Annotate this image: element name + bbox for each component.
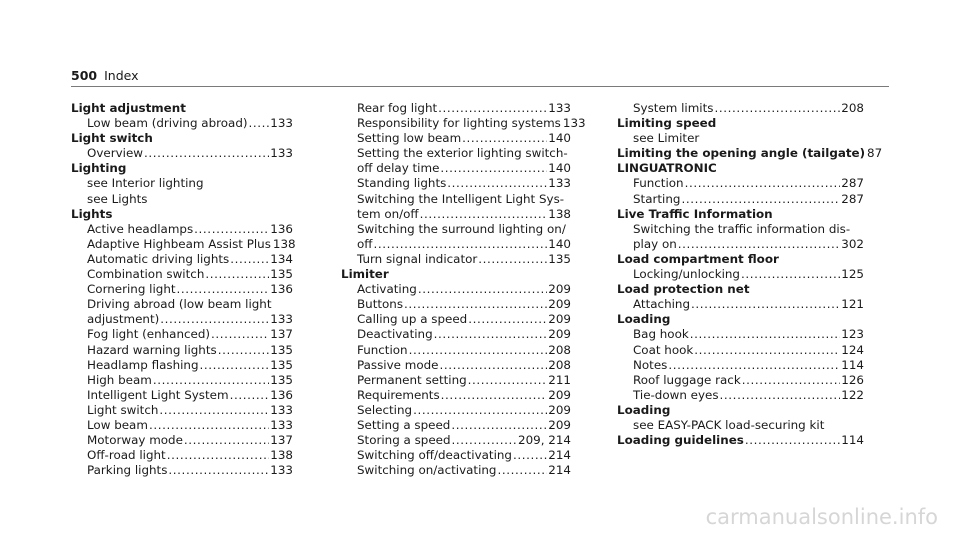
page-reference: 133 (270, 463, 293, 478)
page-reference: 140 (548, 131, 571, 146)
leader-dots (144, 146, 269, 161)
index-subentry (341, 343, 571, 358)
page-reference: 133 (270, 402, 293, 417)
page-reference: 302 (841, 236, 864, 251)
index-subentry (341, 418, 571, 433)
index-subentry (71, 236, 296, 252)
index-column-2 (341, 101, 586, 478)
heading-label: Loading (617, 402, 671, 417)
leader-dots (438, 101, 547, 116)
entry-label: off (357, 236, 373, 251)
page-reference: 125 (841, 267, 864, 282)
page-reference: 136 (270, 221, 293, 236)
leader-dots (160, 312, 269, 327)
entry-label: Bag hook (633, 327, 689, 342)
index-heading (71, 161, 293, 176)
index-heading (617, 207, 864, 222)
index-subentry (71, 312, 293, 327)
index-subentry-text (71, 192, 293, 207)
leader-dots (205, 267, 269, 282)
page-reference: 123 (841, 327, 864, 342)
entry-label: Fog light (enhanced) (87, 327, 211, 342)
entry-label: Switching on/activating (357, 463, 497, 478)
index-subentry (71, 418, 293, 433)
index-heading (71, 131, 293, 146)
leader-dots (230, 388, 270, 403)
page-reference: 114 (841, 357, 864, 372)
index-subentry-text (617, 222, 864, 237)
index-subentry (617, 358, 864, 373)
page-reference: 140 (548, 236, 571, 251)
index-subentry (617, 267, 864, 282)
index-subentry (71, 116, 293, 131)
entry-label: Permanent setting (357, 372, 467, 387)
entry-label: Turn signal indicator (357, 251, 478, 266)
page-reference: 209, 214 (518, 433, 571, 448)
index-subentry-text (341, 222, 571, 237)
entry-label: Deactivating (357, 327, 433, 342)
heading-label: Lights (71, 206, 113, 221)
page-number: 500 (71, 68, 98, 83)
subentry-label: Switching the Intelligent Light Sys- (357, 191, 565, 206)
leader-dots (413, 403, 547, 418)
page-reference: 208 (548, 342, 571, 357)
index-subentry (341, 237, 571, 252)
entry-label: Setting low beam (357, 131, 462, 146)
leader-dots (742, 373, 841, 388)
entry-label: Headlamp flashing (87, 357, 199, 372)
leader-dots (249, 116, 270, 131)
heading-label: LINGUATRONIC (617, 161, 717, 176)
entry-label: Function (357, 342, 408, 357)
page-header (71, 68, 139, 83)
index-subentry-text (71, 176, 293, 191)
index-subentry (341, 131, 571, 146)
entry-label: off delay time (357, 161, 440, 176)
leader-dots (439, 358, 547, 373)
index-subentry (71, 343, 293, 358)
entry-label: Rear fog light (357, 101, 438, 115)
index-subentry (617, 237, 864, 252)
page-reference: 124 (841, 342, 864, 357)
index-subentry (71, 448, 293, 463)
index-subentry (341, 433, 571, 448)
index-subentry (617, 388, 864, 403)
subentry-label: Setting the exterior lighting switch- (357, 146, 568, 161)
leader-dots (404, 297, 547, 312)
entry-label: Requirements (357, 387, 440, 402)
heading-label: Limiter (341, 267, 389, 282)
page-reference: 138 (272, 236, 296, 251)
index-subentry-text (617, 418, 864, 433)
subentry-label: see Limiter (633, 131, 700, 146)
index-subentry (341, 312, 571, 327)
leader-dots (440, 161, 547, 176)
index-subentry (71, 463, 293, 478)
entry-label: Tie-down eyes (633, 387, 719, 402)
entry-label: Active headlamps (87, 221, 194, 236)
leader-dots (230, 252, 269, 267)
leader-dots (420, 207, 548, 222)
leader-dots (194, 222, 269, 237)
leader-dots (468, 312, 547, 327)
page-reference: 211 (548, 372, 571, 387)
page-reference: 137 (270, 327, 293, 342)
entry-label: Storing a speed (357, 433, 451, 448)
entry-label: adjustment) (87, 312, 160, 327)
page-reference: 209 (548, 282, 571, 297)
page-reference: 208 (841, 101, 864, 115)
page-reference: 136 (270, 282, 293, 297)
index-heading (617, 282, 864, 297)
heading-label: Limiting speed (617, 116, 717, 131)
entry-label: Activating (357, 282, 417, 297)
entry-label: Calling up a speed (357, 312, 468, 327)
leader-dots (678, 237, 841, 252)
page-reference: 133 (548, 176, 571, 191)
page-reference: 133 (562, 116, 586, 131)
leader-dots (167, 448, 270, 463)
index-subentry (341, 297, 571, 312)
index-subentry (341, 161, 571, 176)
leader-dots (218, 343, 270, 358)
index-heading (71, 207, 293, 222)
leader-dots (168, 463, 269, 478)
heading-label: Loading (617, 312, 671, 327)
index-subentry (71, 222, 293, 237)
entry-label: tem on/off (357, 206, 419, 221)
entry-label: Parking lights (87, 463, 168, 478)
page-reference: 87 (867, 146, 883, 161)
leader-dots (497, 463, 547, 478)
leader-dots (451, 418, 547, 433)
page-reference: 209 (548, 327, 571, 342)
leader-dots (690, 327, 841, 342)
index-subentry (617, 192, 864, 207)
page-reference: 134 (270, 251, 293, 266)
index-subentry (341, 252, 571, 267)
index-subentry (341, 327, 571, 342)
heading-label: Light switch (71, 131, 153, 146)
entry-label: Light switch (87, 402, 159, 417)
leader-dots (685, 176, 841, 191)
entry-label: Motorway mode (87, 433, 183, 448)
heading-label: Live Traffic Information (617, 206, 773, 221)
page-reference: 209 (548, 312, 571, 327)
page-reference: 287 (841, 176, 864, 191)
leader-dots (434, 327, 548, 342)
page-reference: 133 (270, 146, 293, 161)
leader-dots (513, 448, 547, 463)
leader-dots (714, 101, 840, 116)
leader-dots (720, 388, 841, 403)
index-subentry (71, 267, 293, 282)
index-subentry (71, 373, 293, 388)
index-subentry (617, 343, 864, 358)
leader-dots (149, 418, 269, 433)
entry-label: Low beam (driving abroad) (87, 116, 248, 131)
index-subentry-text (341, 146, 571, 161)
page-reference: 135 (270, 342, 293, 357)
leader-dots (468, 373, 548, 388)
index-subentry (341, 282, 571, 297)
page-reference: 209 (548, 387, 571, 402)
index-heading (617, 403, 864, 418)
index-subentry (341, 101, 571, 116)
index-subentry (71, 327, 293, 342)
index-subentry (341, 388, 571, 403)
subentry-label: see EASY-PACK load-securing kit (633, 417, 825, 432)
page-reference: 140 (548, 161, 571, 176)
leader-dots (681, 192, 840, 207)
index-subentry (341, 207, 571, 222)
index-heading (617, 161, 864, 176)
heading-label: Light adjustment (71, 101, 186, 115)
index-heading (617, 252, 864, 267)
leader-dots (462, 131, 547, 146)
entry-label: Locking/unlocking (633, 267, 740, 282)
entry-label: System limits (633, 101, 714, 115)
entry-label: Cornering light (87, 282, 176, 297)
index-subentry (341, 403, 571, 418)
index-subentry (71, 146, 293, 161)
page-reference: 208 (548, 357, 571, 372)
page-reference: 136 (270, 387, 293, 402)
index-subentry (617, 101, 864, 116)
entry-label: Attaching (633, 297, 690, 312)
index-subentry (341, 373, 571, 388)
entry-label: Coat hook (633, 342, 694, 357)
entry-label: Limiting the opening angle (tailgate) (617, 146, 866, 161)
leader-dots (159, 403, 269, 418)
leader-dots (441, 388, 548, 403)
entry-label: Setting a speed (357, 417, 451, 432)
page-reference: 287 (841, 191, 864, 206)
index-subentry (71, 282, 293, 297)
page-reference: 209 (548, 297, 571, 312)
entry-label: Responsibility for lighting systems (357, 116, 561, 131)
heading-label: Lighting (71, 161, 127, 176)
page-reference: 138 (548, 206, 571, 221)
entry-label: Combination switch (87, 267, 205, 282)
leader-dots (211, 327, 269, 342)
entry-label: Overview (87, 146, 143, 161)
index-subentry (341, 358, 571, 373)
page-reference: 133 (270, 312, 293, 327)
entry-label: Passive mode (357, 357, 439, 372)
index-subentry (341, 463, 571, 478)
page-reference: 126 (841, 372, 864, 387)
index-heading-entry (617, 146, 883, 161)
leader-dots (153, 373, 269, 388)
page-reference: 135 (270, 372, 293, 387)
entry-label: Function (633, 176, 684, 191)
page-reference: 133 (548, 101, 571, 115)
entry-label: High beam (87, 372, 152, 387)
entry-label: Switching off/deactivating (357, 448, 512, 463)
index-subentry (617, 297, 864, 312)
index-subentry-text (71, 297, 293, 312)
entry-label: Roof luggage rack (633, 372, 741, 387)
entry-label: Off-road light (87, 448, 166, 463)
entry-label: Loading guidelines (617, 433, 744, 448)
subentry-label: Driving abroad (low beam light (87, 297, 272, 312)
index-column-3 (617, 101, 883, 448)
index-subentry (71, 403, 293, 418)
leader-dots (668, 358, 840, 373)
entry-label: play on (633, 236, 677, 251)
index-subentry (617, 327, 864, 342)
index-heading (71, 101, 293, 116)
section-title: Index (104, 68, 139, 83)
leader-dots (200, 358, 270, 373)
leader-dots (745, 433, 840, 448)
leader-dots (741, 267, 840, 282)
index-subentry-text (341, 192, 571, 207)
index-subentry (341, 176, 571, 191)
watermark: carmanualsonline.info (705, 505, 938, 529)
page-reference: 122 (841, 387, 864, 402)
subentry-label: Switching the surround lighting on/ (357, 221, 566, 236)
entry-label: Selecting (357, 402, 413, 417)
entry-label: Buttons (357, 297, 404, 312)
page-reference: 114 (841, 433, 864, 448)
subentry-label: Switching the traffic information dis- (633, 221, 851, 236)
heading-label: Load protection net (617, 282, 750, 297)
index-subentry (71, 433, 293, 448)
index-subentry (71, 358, 293, 373)
page-reference: 133 (270, 417, 293, 432)
index-subentry (341, 448, 571, 463)
entry-label: Starting (633, 191, 681, 206)
header-rule (71, 86, 889, 87)
page-reference: 133 (270, 116, 293, 131)
index-heading (341, 267, 571, 282)
leader-dots (447, 176, 547, 191)
page-reference: 214 (548, 448, 571, 463)
index-heading (617, 116, 864, 131)
index-subentry (617, 176, 864, 191)
leader-dots (418, 282, 547, 297)
heading-label: Load compartment floor (617, 251, 779, 266)
leader-dots (691, 297, 840, 312)
entry-label: Notes (633, 357, 668, 372)
leader-dots (177, 282, 270, 297)
leader-dots (409, 343, 548, 358)
entry-label: Hazard warning lights (87, 342, 217, 357)
page-reference: 121 (841, 297, 864, 312)
index-subentry (341, 116, 586, 131)
page-reference: 214 (548, 463, 571, 478)
entry-label: Low beam (87, 417, 148, 432)
leader-dots (694, 343, 840, 358)
leader-dots (373, 237, 547, 252)
index-heading (617, 312, 864, 327)
subentry-label: see Interior lighting (87, 176, 204, 191)
entry-label: Automatic driving lights (87, 251, 230, 266)
page-reference: 137 (270, 433, 293, 448)
page-reference: 209 (548, 417, 571, 432)
index-subentry (617, 373, 864, 388)
leader-dots (184, 433, 269, 448)
page-reference: 138 (270, 448, 293, 463)
index-subentry (71, 388, 293, 403)
entry-label: Standing lights (357, 176, 447, 191)
entry-label: Adaptive Highbeam Assist Plus (87, 236, 271, 251)
subentry-label: see Lights (87, 191, 148, 206)
leader-dots (452, 433, 518, 448)
index-subentry-text (617, 131, 864, 146)
entry-label: Intelligent Light System (87, 387, 229, 402)
page-reference: 135 (270, 357, 293, 372)
index-column-1 (71, 101, 296, 478)
page-reference: 209 (548, 402, 571, 417)
leader-dots (478, 252, 547, 267)
page-reference: 135 (548, 251, 571, 266)
page-reference: 135 (270, 267, 293, 282)
index-heading-entry (617, 433, 864, 448)
index-subentry (71, 252, 293, 267)
